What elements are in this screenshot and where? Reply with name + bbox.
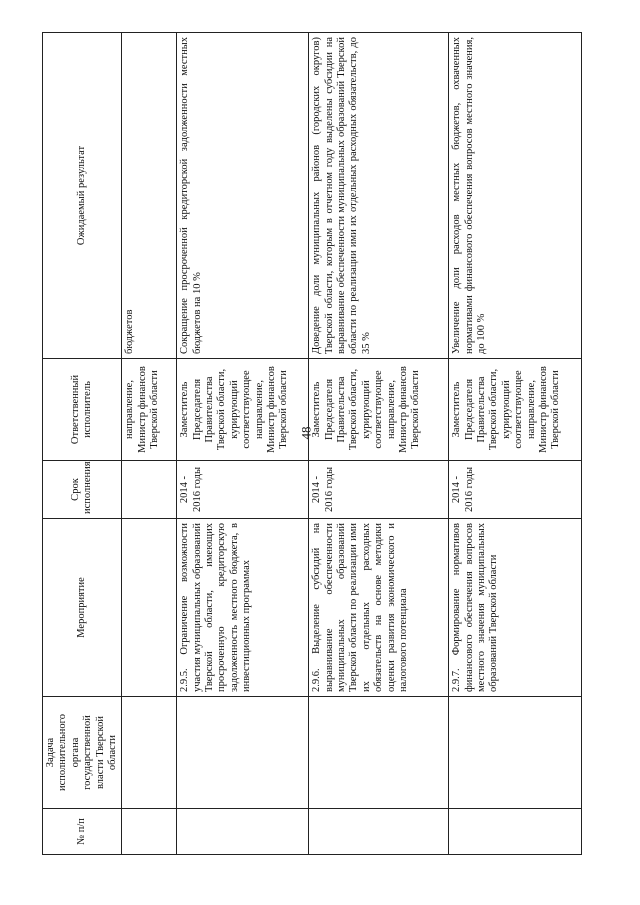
cell-term: 2014 - 2016 годы [449,461,582,519]
header-measure: Мероприятие [43,519,122,697]
header-task: Задача исполнительного органа государственной власти Тверской области [43,697,122,809]
cell-executor: Заместитель Председателя Правительства Тверской области, курирующий соответствующее направление, Министр финансов Тверской области [309,359,449,461]
cell-task [449,697,582,809]
cell-executor: Заместитель Председателя Правительства Тверской области, курирующий соответствующее направление, Министр финансов Тверской области [449,359,582,461]
header-executor: Ответственный исполнитель [43,359,122,461]
table-row [122,33,177,855]
page-number: 48 [298,426,314,440]
cell-term: 2014 - 2016 годы [309,461,449,519]
table-row [177,33,309,855]
cell-num [449,809,582,855]
cell-task [309,697,449,809]
cell-num [309,809,449,855]
header-term: Срок исполнения [43,461,122,519]
cell-term: 2014 - 2016 годы [177,461,309,519]
cell-num [122,809,177,855]
cell-executor: Заместитель Председателя Правительства Тверской области, курирующий соответствующее направление, Министр финансов Тверской области [177,359,309,461]
table-header-row [43,33,122,855]
cell-result: Доведение доли муниципальных районов (городских округов) Тверской области, которым в отчетном году выделены субсидии на выравнивание обеспеченности муниципальных образований Тверской области по реализации ими их отдельных расходных обязательств, до 35 % [309,33,449,359]
cell-measure: 2.9.6. Выделение субсидий на выравнивание обеспеченности муниципальных образований Тверской области по реализации ими их отдельных расходных обязательств на основе методики оценки развития экономического и налогового потенциала [309,519,449,697]
header-num: № п/п [43,809,122,855]
cell-task [177,697,309,809]
table-row [449,33,582,855]
cell-num [177,809,309,855]
cell-result: Увеличение доли расходов местных бюджетов, охваченных нормативами финансового обеспечения вопросов местного значения, до 100 % [449,33,582,359]
cell-term [122,461,177,519]
cell-measure: 2.9.7. Формирование нормативов финансового обеспечения вопросов местного значения муниципальных образований Тверской области [449,519,582,697]
rotated-table-container [42,33,577,855]
cell-result: Сокращение просроченной кредиторской задолженности местных бюджетов на 10 % [177,33,309,359]
cell-measure: 2.9.5. Ограничение возможности участия муниципальных образований Тверской области, имеющих просроченную кредиторскую задолженность местного бюджета, в инвестиционных программах [177,519,309,697]
cell-measure [122,519,177,697]
measures-table [42,32,582,855]
table-row [309,33,449,855]
cell-task [122,697,177,809]
cell-result: бюджетов [122,33,177,359]
cell-executor: направление, Министр финансов Тверской области [122,359,177,461]
header-result: Ожидаемый результат [43,33,122,359]
